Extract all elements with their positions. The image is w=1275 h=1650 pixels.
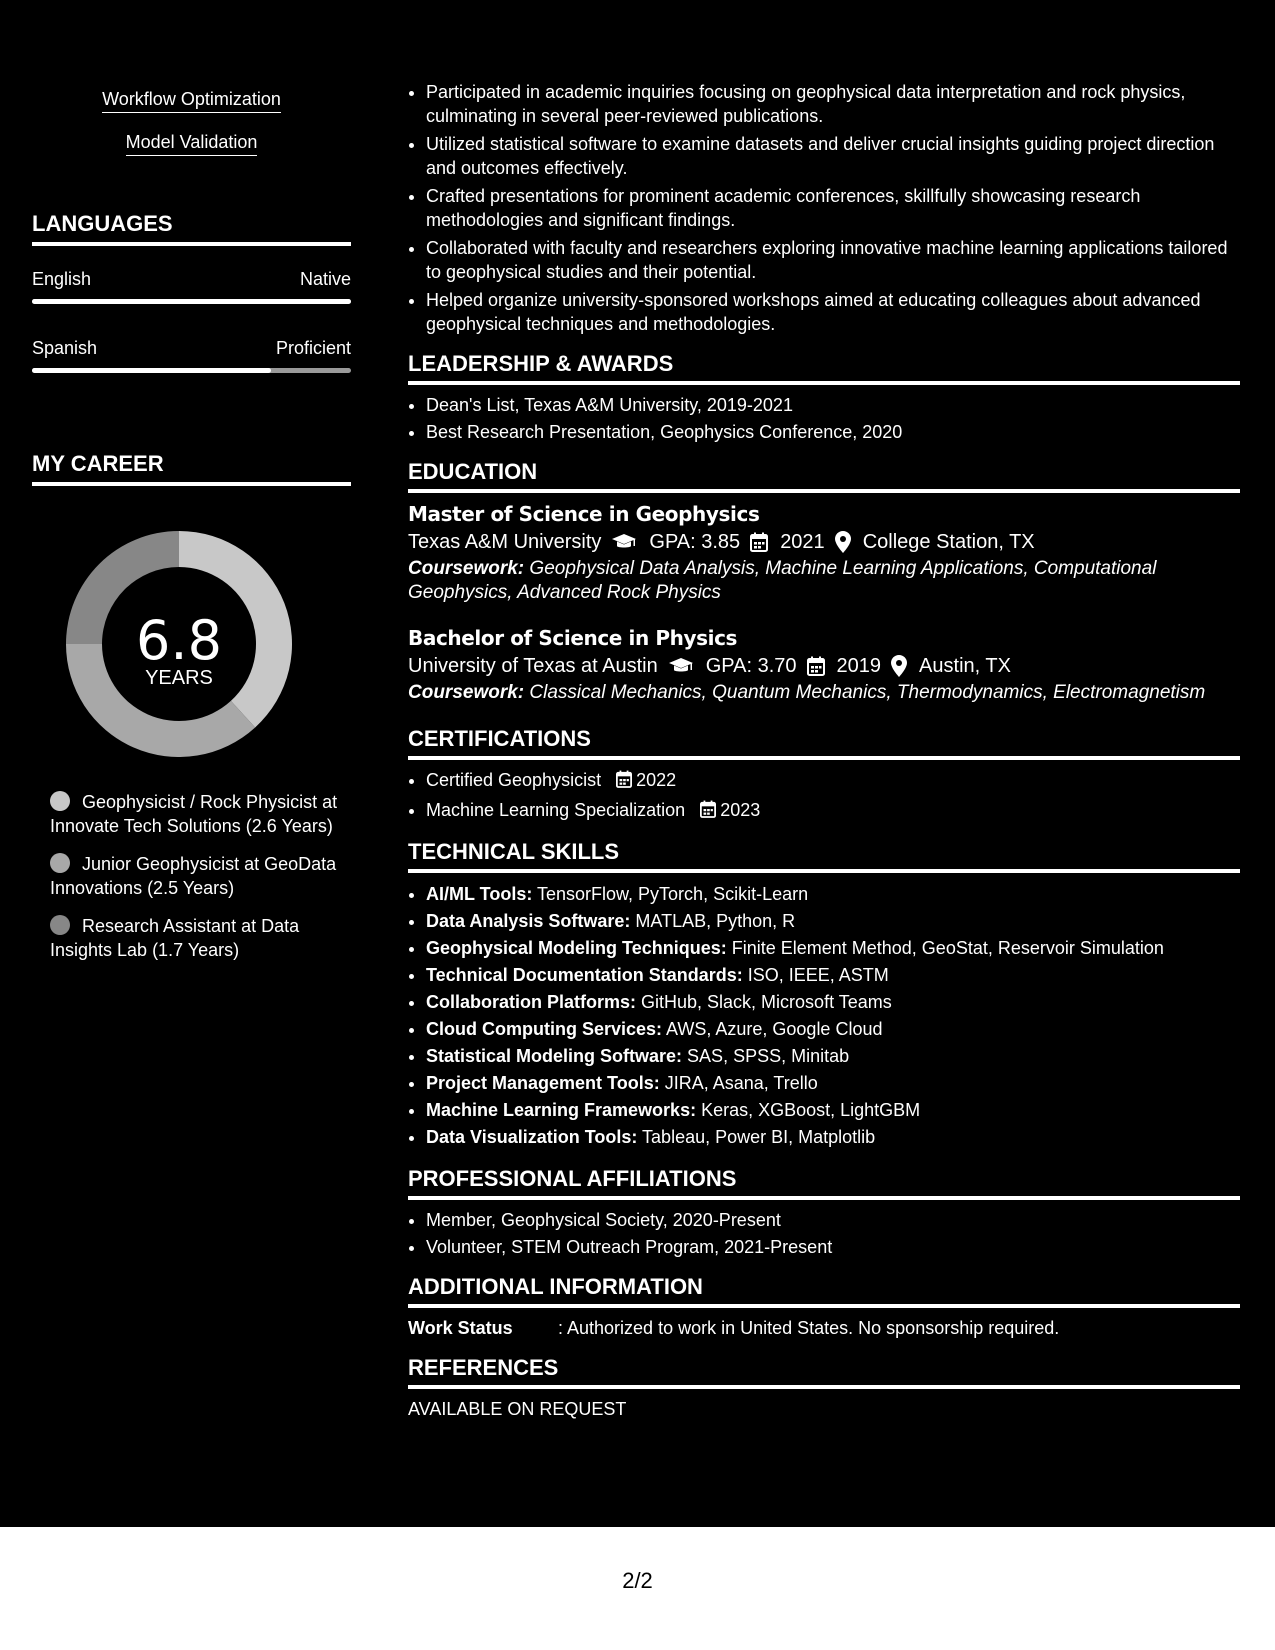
experience-bullet: • Collaborated with faculty and researchers exploring innovative machine learning applications tailored to geophysical studies and their potential. xyxy=(426,236,1240,284)
technical-skill-item xyxy=(426,1043,1240,1070)
education-meta xyxy=(408,651,1240,681)
affiliation-item: • Volunteer, STEM Outreach Program, 2021-Present xyxy=(426,1235,1240,1259)
languages-heading: LANGUAGES xyxy=(32,210,351,246)
technical-skill-value: MATLAB, Python, R xyxy=(630,911,796,931)
technical-skill-label: Machine Learning Frameworks: xyxy=(426,1100,697,1120)
coursework xyxy=(408,681,1240,705)
career-item-text: Geophysicist / Rock Physicist at Innovate Tech Solutions (2.6 Years) xyxy=(50,792,338,836)
experience-bullet: • Participated in academic inquiries focusing on geophysical data interpretation and rock physics, culminating in several peer-reviewed publications. xyxy=(426,80,1240,128)
language-bar xyxy=(32,368,351,373)
language-name: Spanish xyxy=(32,338,98,358)
technical-skill-value: ISO, IEEE, ASTM xyxy=(742,965,889,985)
certification-item xyxy=(426,798,1240,824)
technical-skill-item xyxy=(426,1097,1240,1124)
technical-skill-label: AI/ML Tools: xyxy=(426,884,533,904)
main-column xyxy=(408,0,1240,1421)
technical-skill-item xyxy=(426,1016,1240,1043)
career-item xyxy=(50,914,340,962)
technical-skill-item xyxy=(426,989,1240,1016)
coursework-text: Classical Mechanics, Quantum Mechanics, Thermodynamics, Electromagnetism xyxy=(529,682,1206,703)
leadership-heading: LEADERSHIP & AWARDS xyxy=(408,350,1240,385)
technical-skill-value: Finite Element Method, GeoStat, Reservoir Simulation xyxy=(726,938,1164,958)
leadership-item: • Dean's List, Texas A&M University, 2019-2021 xyxy=(426,393,1240,417)
technical-skill-item xyxy=(426,1124,1240,1151)
education-entry xyxy=(408,625,1240,705)
career-total: 6.8 xyxy=(136,609,222,672)
career-dot xyxy=(50,915,70,935)
technical-skill-label: Geophysical Modeling Techniques: xyxy=(426,938,727,958)
location-pin-icon xyxy=(835,531,851,553)
career-dot xyxy=(50,853,70,873)
calendar-icon xyxy=(807,656,825,676)
graduation-year: 2021 xyxy=(780,531,825,553)
technical-skill-value: Keras, XGBoost, LightGBM xyxy=(696,1100,921,1120)
technical-skill-item xyxy=(426,962,1240,989)
skill-list xyxy=(32,87,351,173)
language-bar xyxy=(32,299,351,304)
degree-title: Bachelor of Science in Physics xyxy=(408,626,738,650)
page-number: 2/2 xyxy=(622,1568,653,1593)
career-heading: MY CAREER xyxy=(32,450,351,486)
career-item-text: Junior Geophysicist at GeoData Innovations (2.5 Years) xyxy=(50,854,337,898)
certification-name: Certified Geophysicist xyxy=(426,770,602,790)
career-item-text: Research Assistant at Data Insights Lab (1.7 Years) xyxy=(50,916,300,960)
calendar-icon xyxy=(616,770,632,794)
school-location: College Station, TX xyxy=(862,531,1035,553)
technical-skill-value: TensorFlow, PyTorch, Scikit-Learn xyxy=(532,884,809,904)
technical-skill-value: AWS, Azure, Google Cloud xyxy=(662,1019,883,1039)
career-item xyxy=(50,852,340,900)
technical-skill-label: Statistical Modeling Software: xyxy=(426,1046,683,1066)
gpa: GPA: 3.85 xyxy=(649,531,741,553)
language-bar-fill xyxy=(32,368,271,373)
leadership-list xyxy=(408,393,1240,444)
technical-skill-item xyxy=(426,935,1240,962)
career-list xyxy=(50,790,340,976)
career-item xyxy=(50,790,340,838)
career-dot xyxy=(50,791,70,811)
technical-skill-value: JIRA, Asana, Trello xyxy=(659,1073,818,1093)
affiliation-item: • Member, Geophysical Society, 2020-Present xyxy=(426,1208,1240,1232)
technical-skill-label: Cloud Computing Services: xyxy=(426,1019,663,1039)
technical-skill-value: Tableau, Power BI, Matplotlib xyxy=(637,1127,876,1147)
coursework-text: Geophysical Data Analysis, Machine Learning Applications, Computational Geophysics, Advanced Rock Physics xyxy=(408,558,1157,603)
skill-item: Model Validation xyxy=(126,130,258,156)
technical-skill-value: GitHub, Slack, Microsoft Teams xyxy=(636,992,892,1012)
graduation-cap-icon xyxy=(668,657,694,675)
certification-year: 2022 xyxy=(636,770,677,790)
technical-skill-item xyxy=(426,881,1240,908)
language-row xyxy=(32,336,351,360)
education-meta xyxy=(408,527,1240,557)
language-level: Proficient xyxy=(275,338,351,358)
gpa: GPA: 3.70 xyxy=(705,655,797,677)
experience-bullet: • Helped organize university-sponsored workshops aimed at educating colleagues about advanced geophysical techniques and methodologies. xyxy=(426,288,1240,336)
coursework xyxy=(408,557,1240,605)
calendar-icon xyxy=(700,800,716,824)
technical-skill-item xyxy=(426,1070,1240,1097)
references-heading: REFERENCES xyxy=(408,1354,1240,1389)
education-heading: EDUCATION xyxy=(408,458,1240,493)
skill-item: Workflow Optimization xyxy=(102,87,281,113)
references-text: AVAILABLE ON REQUEST xyxy=(408,1399,627,1419)
additional-info-heading: ADDITIONAL INFORMATION xyxy=(408,1273,1240,1308)
leadership-item: • Best Research Presentation, Geophysics Conference, 2020 xyxy=(426,420,1240,444)
certification-name: Machine Learning Specialization xyxy=(426,800,686,820)
technical-skill-label: Project Management Tools: xyxy=(426,1073,660,1093)
language-bar-fill xyxy=(32,299,351,304)
language-name: English xyxy=(32,269,92,289)
technical-skills-list xyxy=(408,881,1240,1151)
work-status-label: Work Status xyxy=(408,1318,513,1338)
technical-skill-value: SAS, SPSS, Minitab xyxy=(682,1046,850,1066)
technical-skill-label: Data Visualization Tools: xyxy=(426,1127,638,1147)
affiliations-heading: PROFESSIONAL AFFILIATIONS xyxy=(408,1165,1240,1200)
technical-skill-label: Collaboration Platforms: xyxy=(426,992,637,1012)
school-name: Texas A&M University xyxy=(408,531,602,553)
location-pin-icon xyxy=(891,655,907,677)
calendar-icon xyxy=(750,532,768,552)
language-level: Native xyxy=(299,269,351,289)
graduation-cap-icon xyxy=(611,533,637,551)
technical-skill-label: Data Analysis Software: xyxy=(426,911,631,931)
career-donut-chart xyxy=(66,531,292,757)
affiliations-list xyxy=(408,1208,1240,1259)
language-row xyxy=(32,267,351,291)
certifications-heading: CERTIFICATIONS xyxy=(408,725,1240,760)
education-entry xyxy=(408,501,1240,605)
graduation-year: 2019 xyxy=(836,655,882,677)
certification-item xyxy=(426,768,1240,794)
degree-title: Master of Science in Geophysics xyxy=(408,502,760,526)
experience-bullet: • Crafted presentations for prominent academic conferences, skillfully showcasing research methodologies and significant findings. xyxy=(426,184,1240,232)
technical-skills-heading: TECHNICAL SKILLS xyxy=(408,838,1240,873)
coursework-label: Coursework: xyxy=(408,682,525,703)
work-status-value: : Authorized to work in United States. No sponsorship required. xyxy=(558,1318,1060,1338)
coursework-label: Coursework: xyxy=(408,558,525,579)
technical-skill-item xyxy=(426,908,1240,935)
work-status-row xyxy=(408,1316,1240,1340)
career-unit: YEARS xyxy=(145,667,213,689)
school-location: Austin, TX xyxy=(919,655,1011,677)
experience-bullet: • Utilized statistical software to examine datasets and deliver crucial insights guiding project direction and outcomes effectively. xyxy=(426,132,1240,180)
technical-skill-label: Technical Documentation Standards: xyxy=(426,965,743,985)
school-name: University of Texas at Austin xyxy=(408,655,658,677)
certification-year: 2023 xyxy=(720,800,761,820)
certifications-list xyxy=(408,768,1240,824)
experience-bullets xyxy=(408,80,1240,336)
